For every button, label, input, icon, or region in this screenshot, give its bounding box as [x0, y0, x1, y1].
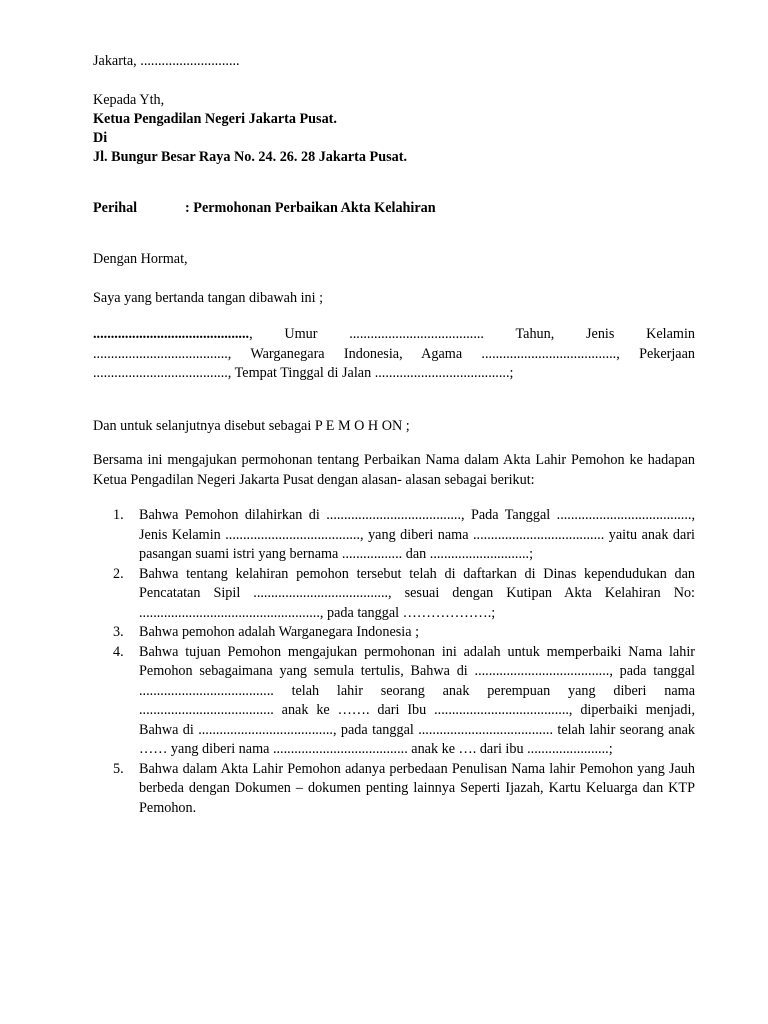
- list-item-number: 1.: [113, 507, 124, 523]
- city-date-line: Jakarta, ............................: [93, 53, 240, 69]
- reasons-list: [93, 506, 695, 818]
- recipient-address: Jl. Bungur Besar Raya No. 24. 26. 28 Jakarta Pusat.: [93, 149, 407, 165]
- request-intro: Bersama ini mengajukan permohonan tentang Perbaikan Nama dalam Akta Lahir Pemohon ke hadapan Ketua Pengadilan Negeri Jakarta Pusat dengan alasan- alasan sebagai berikut:: [93, 452, 695, 488]
- identity-line-3: ......................................, Tempat Tinggal di Jalan ......................................;: [93, 365, 514, 381]
- list-item-text: Bahwa tentang kelahiran pemohon tersebut telah di daftarkan di Dinas kependudukan dan Pencatatan Sipil ......................................, sesuai dengan Kutipan Akta Kelahiran No: ..................................................., pada tanggal ……………….;: [139, 565, 695, 621]
- list-item-number: 5.: [113, 760, 124, 777]
- designation-line: Dan untuk selanjutnya disebut sebagai P E M O H ON ;: [93, 418, 410, 434]
- identity-line-2: ......................................, Warganegara Indonesia, Agama ......................................, Pekerjaan: [93, 346, 695, 362]
- list-item-text: Bahwa tujuan Pemohon mengajukan permohonan ini adalah untuk memperbaiki Nama lahir Pemohon sebagaimana yang semula tertulis, Bahwa di ......................................, pada tanggal ...................................... telah lahir seorang anak perempuan yang diberi nama ...................................... anak ke ……. dari Ibu ......................................, diperbaiki menjadi, Bahwa di ......................................, pada tanggal ...................................... telah lahir seorang anak …… yang diberi nama ...................................... anak ke …. dari ibu .......................;: [139, 643, 695, 757]
- list-item-number: 2.: [113, 565, 124, 582]
- list-item-number: 4.: [113, 643, 124, 660]
- list-item-text: Bahwa dalam Akta Lahir Pemohon adanya perbedaan Penulisan Nama lahir Pemohon yang Jauh berbeda dengan Dokumen – dokumen penting lainnya Seperti Ijazah, Kartu Keluarga dan KTP Pemohon.: [139, 760, 695, 816]
- subject-line: [93, 199, 695, 219]
- list-item: [93, 643, 695, 760]
- list-item: [93, 565, 695, 624]
- list-item-text: Bahwa pemohon adalah Warganegara Indonesia ;: [139, 624, 420, 640]
- recipient-title: Ketua Pengadilan Negeri Jakarta Pusat.: [93, 111, 337, 127]
- subject-value: : Permohonan Perbaikan Akta Kelahiran: [185, 200, 436, 216]
- intro-sentence: Saya yang bertanda tangan dibawah ini ;: [93, 290, 324, 306]
- subject-label: Perihal: [93, 200, 138, 216]
- identity-line-1: [93, 325, 695, 345]
- name-blank: ............................................: [93, 326, 250, 342]
- list-item-number: 3.: [113, 624, 124, 640]
- recipient-di: Di: [93, 130, 108, 146]
- list-item: [93, 623, 695, 643]
- list-item: [93, 506, 695, 565]
- list-item-text: Bahwa Pemohon dilahirkan di ......................................, Pada Tanggal ......................................, Jenis Kelamin ......................................, yang diberi nama ..................................... yaitu anak dari pasangan suami istri yang bernama ................. dan ............................;: [139, 507, 695, 562]
- greeting: Dengan Hormat,: [93, 251, 188, 267]
- identity-line-1-rest: , Umur ...................................... Tahun, Jenis Kelamin: [249, 326, 695, 342]
- recipient-salutation: Kepada Yth,: [93, 92, 165, 108]
- list-item: [93, 760, 695, 819]
